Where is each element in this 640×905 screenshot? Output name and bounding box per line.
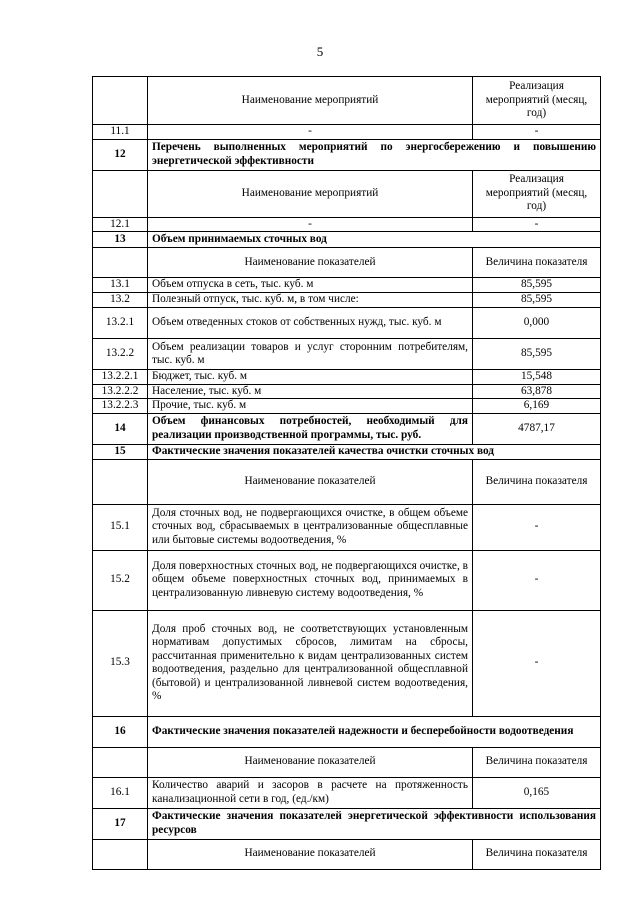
- row-text: -: [148, 125, 473, 140]
- column-header-measures-name: Наименование мероприятий: [148, 170, 473, 217]
- table-header-row: [93, 77, 601, 125]
- row-value: 0,165: [473, 777, 601, 808]
- number-cell: [93, 747, 148, 777]
- row-text: Доля поверхностных сточных вод, не подвергающихся очистке, в общем объеме поверхностных сточных вод, принимаемых в централизованную ливневую систему водоотведения, %: [148, 550, 473, 610]
- table-header-row: [93, 839, 601, 869]
- column-header-measures-implementation: Реализация мероприятий (месяц, год): [473, 170, 601, 217]
- table-row: [93, 293, 601, 308]
- row-value: 85,595: [473, 278, 601, 293]
- row-value: -: [473, 550, 601, 610]
- row-value: -: [473, 610, 601, 716]
- number-cell: [93, 248, 148, 278]
- row-number: 15.2: [93, 550, 148, 610]
- section-row: [93, 716, 601, 747]
- section-title: Перечень выполненных мероприятий по энергосбережению и повышению энергетической эффективности: [148, 139, 601, 170]
- section-title: Объем финансовых потребностей, необходимый для реализации производственной программы, тыс. руб.: [148, 413, 473, 444]
- row-text: -: [148, 217, 473, 232]
- section-row: [93, 413, 601, 444]
- row-text: Население, тыс. куб. м: [148, 384, 473, 399]
- section-title: Объем принимаемых сточных вод: [148, 232, 601, 248]
- row-number: 13.2.2.2: [93, 384, 148, 399]
- table-row: [93, 278, 601, 293]
- section-number: 12: [93, 139, 148, 170]
- table-row: [93, 777, 601, 808]
- section-number: 14: [93, 413, 148, 444]
- row-value: 63,878: [473, 384, 601, 399]
- number-cell: [93, 170, 148, 217]
- page-number: 5: [316, 44, 324, 59]
- row-number: 13.2.2.1: [93, 370, 148, 385]
- column-header-indicators-value: Величина показателя: [473, 459, 601, 504]
- table-row: [93, 125, 601, 140]
- number-cell: [93, 459, 148, 504]
- table-header-row: [93, 459, 601, 504]
- row-number: 13.2.1: [93, 308, 148, 339]
- row-text: Объем отведенных стоков от собственных нужд, тыс. куб. м: [148, 308, 473, 339]
- row-number: 11.1: [93, 125, 148, 140]
- table-row: [93, 308, 601, 339]
- row-value: 85,595: [473, 293, 601, 308]
- row-text: Количество аварий и засоров в расчете на протяженность канализационной сети в год, (ед./км): [148, 777, 473, 808]
- row-number: 13.2: [93, 293, 148, 308]
- column-header-indicators-name: Наименование показателей: [148, 839, 473, 869]
- table-header-row: [93, 170, 601, 217]
- table-row: [93, 384, 601, 399]
- column-header-indicators-value: Величина показателя: [473, 248, 601, 278]
- table-header-row: [93, 747, 601, 777]
- row-text: Доля проб сточных вод, не соответствующих установленным нормативам допустимых сбросов, лимитам на сбросы, рассчитанная применительно к видам централизованных систем водоотведения, раздельно для централизованной общесплавной (бытовой) и централизованной ливневой систем водоотведения, %: [148, 610, 473, 716]
- section-row: [93, 139, 601, 170]
- row-value: 85,595: [473, 339, 601, 370]
- row-text: Объем отпуска в сеть, тыс. куб. м: [148, 278, 473, 293]
- row-value: -: [473, 125, 601, 140]
- section-title: Фактические значения показателей надежности и бесперебойности водоотведения: [148, 716, 601, 747]
- row-number: 13.1: [93, 278, 148, 293]
- row-value: 6,169: [473, 399, 601, 414]
- section-row: [93, 444, 601, 459]
- table-row: [93, 370, 601, 385]
- column-header-indicators-name: Наименование показателей: [148, 459, 473, 504]
- section-number: 13: [93, 232, 148, 248]
- row-text: Доля сточных вод, не подвергающихся очистке, в общем объеме сточных вод, сбрасываемых в централизованные общесплавные или бытовые системы водоотведения, %: [148, 504, 473, 550]
- column-header-measures-name: Наименование мероприятий: [148, 77, 473, 125]
- row-value: 15,548: [473, 370, 601, 385]
- section-value: 4787,17: [473, 413, 601, 444]
- section-number: 17: [93, 808, 148, 839]
- section-title: Фактические значения показателей энергетической эффективности использования ресурсов: [148, 808, 601, 839]
- row-number: 13.2.2: [93, 339, 148, 370]
- number-cell: [93, 77, 148, 125]
- column-header-indicators-name: Наименование показателей: [148, 248, 473, 278]
- row-number: 13.2.2.3: [93, 399, 148, 414]
- table-row: [93, 217, 601, 232]
- row-number: 15.3: [93, 610, 148, 716]
- row-text: Объем реализации товаров и услуг сторонним потребителям, тыс. куб. м: [148, 339, 473, 370]
- row-value: 0,000: [473, 308, 601, 339]
- row-text: Прочие, тыс. куб. м: [148, 399, 473, 414]
- row-number: 12.1: [93, 217, 148, 232]
- row-value: -: [473, 217, 601, 232]
- production-program-table: [92, 76, 601, 870]
- table-row: [93, 610, 601, 716]
- number-cell: [93, 839, 148, 869]
- row-value: -: [473, 504, 601, 550]
- column-header-measures-implementation: Реализация мероприятий (месяц, год): [473, 77, 601, 125]
- section-title: Фактические значения показателей качества очистки сточных вод: [148, 444, 601, 459]
- row-number: 16.1: [93, 777, 148, 808]
- section-number: 15: [93, 444, 148, 459]
- table-row: [93, 399, 601, 414]
- table-row: [93, 339, 601, 370]
- row-number: 15.1: [93, 504, 148, 550]
- section-number: 16: [93, 716, 148, 747]
- row-text: Бюджет, тыс. куб. м: [148, 370, 473, 385]
- section-row: [93, 808, 601, 839]
- section-row: [93, 232, 601, 248]
- table-header-row: [93, 248, 601, 278]
- column-header-indicators-value: Величина показателя: [473, 839, 601, 869]
- table-row: [93, 550, 601, 610]
- column-header-indicators-name: Наименование показателей: [148, 747, 473, 777]
- row-text: Полезный отпуск, тыс. куб. м, в том числе:: [148, 293, 473, 308]
- table-row: [93, 504, 601, 550]
- column-header-indicators-value: Величина показателя: [473, 747, 601, 777]
